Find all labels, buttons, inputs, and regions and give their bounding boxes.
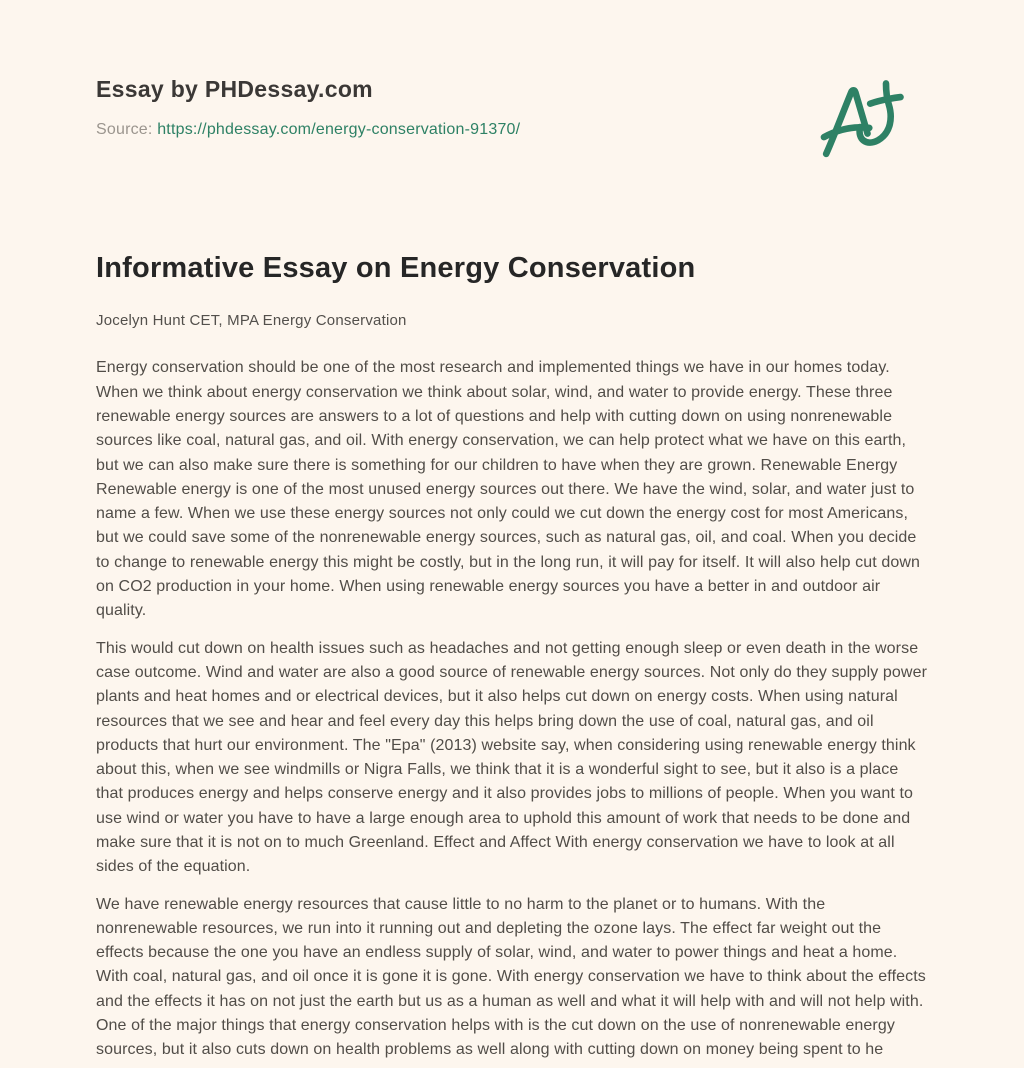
phdessay-a-plus-logo-icon (820, 72, 908, 165)
essay-paragraph: This would cut down on health issues such as headaches and not getting enough sleep or even death in the worse case outcome. Wind and water are also a good source of renewable energy sources. Not only do they supply power plants and heat homes and or electrical devices, but it also helps cut down on energy costs. When using natural resources that we see and hear and feel every day this helps bring down the use of coal, natural gas, and oil products that hurt our environment. The "Epa" (2013) website say, when considering using renewable energy think about this, when we see windmills or Nigra Falls, we think that it is a wonderful sight to see, but it also is a place that produces energy and helps conserve energy and it also provides jobs to millions of people. When you want to use wind or water you have to have a large enough area to uphold this amount of work that needs to be done and make sure that it is not on to much Greenland. Effect and Affect With energy conservation we have to look at all sides of the equation. (96, 639, 928, 876)
source-line (96, 121, 520, 139)
essay-paragraph: Energy conservation should be one of the most research and implemented things we have in our homes today. When we think about energy conservation we think about solar, wind, and water to provide energy. These three renewable energy sources are answers to a lot of questions and help with cutting down on using nonrenewable sources like coal, natural gas, and oil. With energy conservation, we can help protect what we have on this earth, but we can also make sure there is something for our children to have when they are grown. Renewable Energy Renewable energy is one of the most unused energy sources out there. We have the wind, solar, and water just to name a few. When we use these energy sources not only could we cut down the energy cost for most Americans, but we could save some of the nonrenewable energy sources, such as natural gas, oil, and coal. When you decide to change to renewable energy this might be costly, but in the long run, it will pay for itself. It will also help cut down on CO2 production in your home. When using renewable energy sources you have a better in and outdoor air quality. (96, 359, 920, 620)
header-text-block (96, 76, 520, 139)
essay-paragraph: We have renewable energy resources that cause little to no harm to the planet or to humans. With the nonrenewable resources, we run into it running out and depleting the ozone lays. The effect far weight out the effects because the one you have an endless supply of solar, wind, and water to power things and heat a home. With coal, natural gas, and oil once it is gone it is gone. With energy conservation we have to think about the effects and the effects it has on not just the earth but us as a human as well and what it will help with and will not help with. One of the major things that energy conservation helps with is the cut down on the use of nonrenewable energy sources, but it also cuts down on health problems as well along with cutting down on money being spent to he (96, 895, 926, 1059)
site-header-title: Essay by PHDessay.com (96, 76, 373, 102)
page-header (96, 76, 930, 165)
essay-body (96, 356, 930, 1062)
essay-title: Informative Essay on Energy Conservation (96, 252, 696, 284)
source-url-link[interactable]: https://phdessay.com/energy-conservation-91370/ (157, 120, 521, 138)
source-label: Source: (96, 120, 153, 138)
essay-byline: Jocelyn Hunt CET, MPA Energy Conservation (96, 312, 407, 330)
